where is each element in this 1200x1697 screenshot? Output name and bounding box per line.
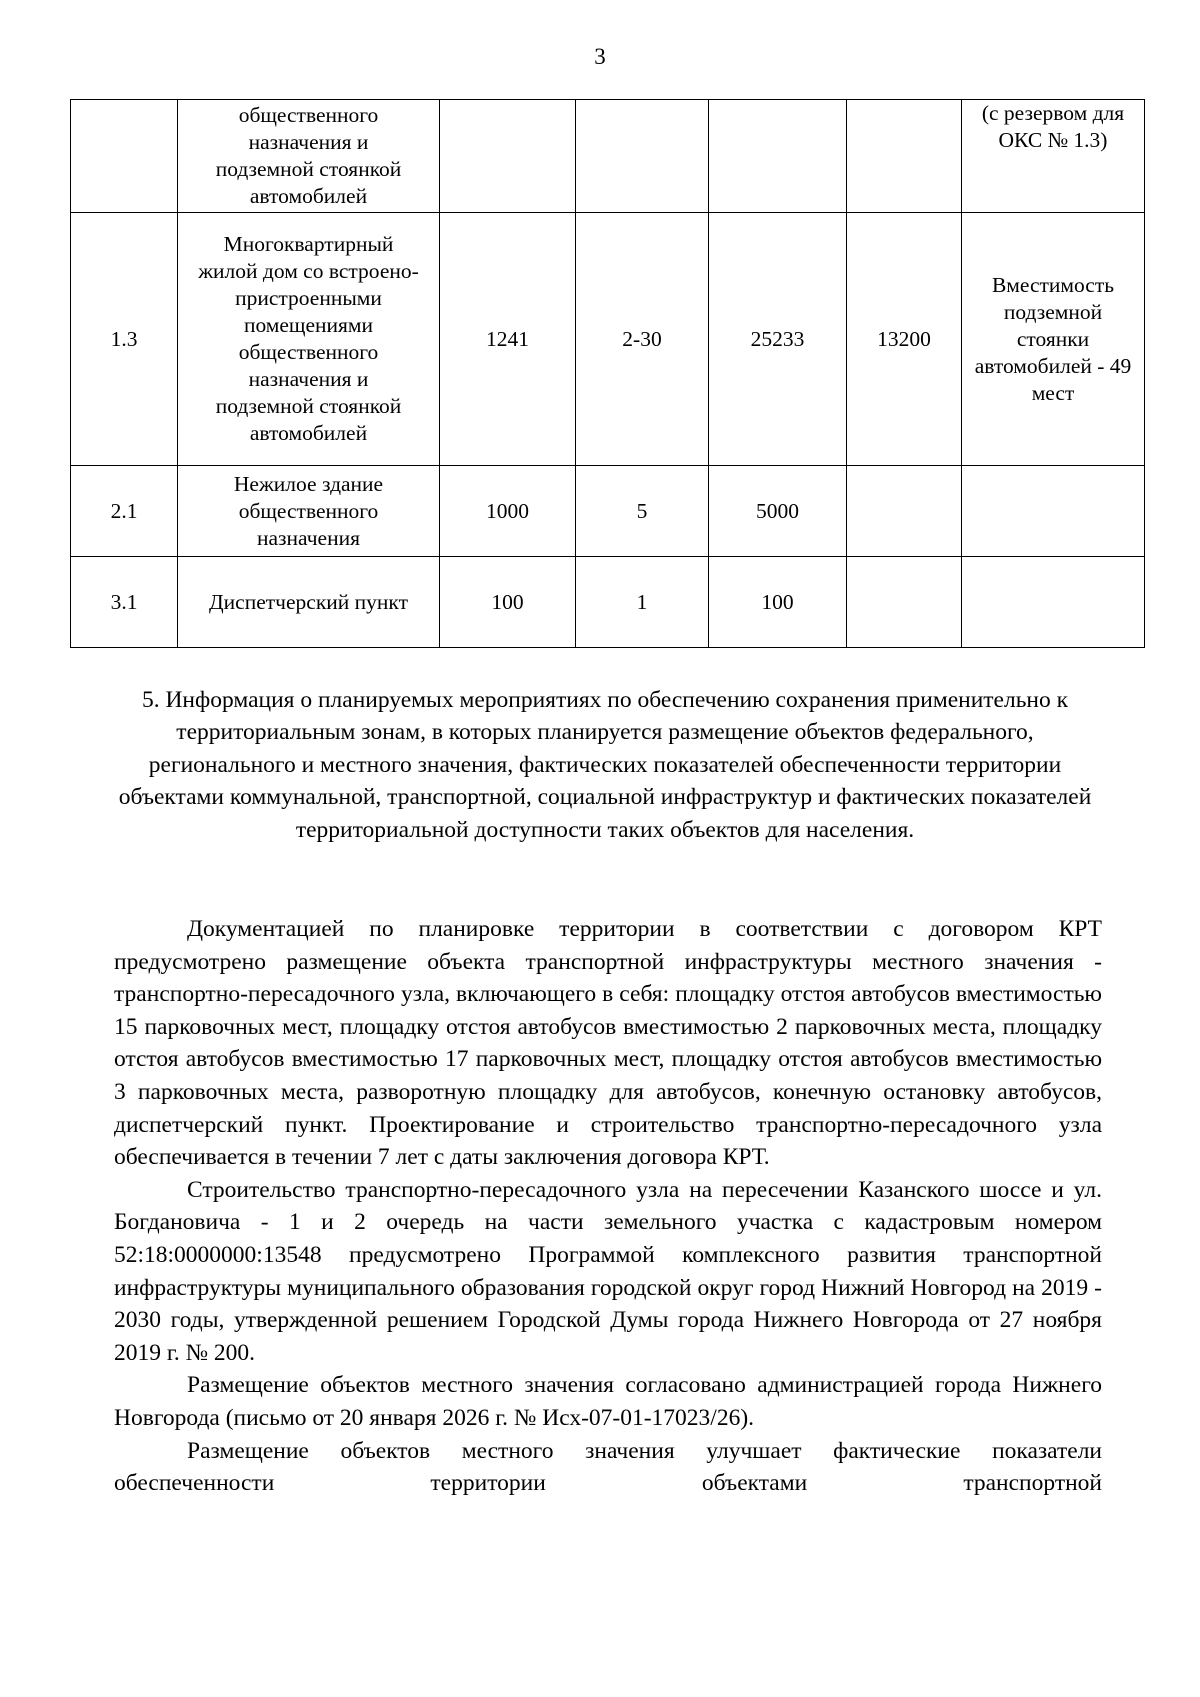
value-cell: 1241	[440, 213, 576, 466]
floors-cell	[576, 100, 709, 213]
note-cell: (с резервом для ОКС № 1.3)	[962, 100, 1145, 213]
table-row	[71, 213, 1145, 466]
object-name-cell: общественного назначения и подземной стоянкой автомобилей	[178, 100, 440, 213]
paragraph: Строительство транспортно-пересадочного узла на пересечении Казанского шоссе и ул. Богдановича - 1 и 2 очередь на части земельного участка с кадастровым номером 52:18:0000000:13548 предусмотрено Программой комплексного развития транспортной инфраструктуры муниципального образования городской округ город Нижний Новгород на 2019 - 2030 годы, утвержденной решением Городской Думы города Нижнего Новгорода от 27 ноября 2019 г. № 200.	[114, 1176, 1102, 1366]
note-cell	[962, 466, 1145, 557]
row-number-cell	[71, 100, 178, 213]
area-cell: 5000	[709, 466, 847, 557]
value-cell	[847, 557, 962, 648]
row-number-cell: 2.1	[71, 466, 178, 557]
value-cell	[847, 100, 962, 213]
note-cell: Вместимость подземной стоянки автомобилей - 49 мест	[962, 213, 1145, 466]
object-name-cell: Многоквартирный жилой дом со встроено-пристроенными помещениями общественного назначения и подземной стоянкой автомобилей	[178, 213, 440, 466]
value-cell: 1000	[440, 466, 576, 557]
note-cell	[962, 557, 1145, 648]
object-name-cell: Нежилое здание общественного назначения	[178, 466, 440, 557]
floors-cell: 2-30	[576, 213, 709, 466]
section-heading: 5. Информация о планируемых мероприятиях по обеспечению сохранения применительно к территориальным зонам, в которых планируется размещение объектов федерального, регионального и местного значения, фактических показателей обеспеченности территории объектами коммунальной, транспортной, социальной инфраструктур и фактических показателей территориальной доступности таких объектов для населения.	[118, 687, 1092, 843]
value-cell: 13200	[847, 213, 962, 466]
paragraph: Размещение объектов местного значения улучшает фактические показатели обеспеченности территории объектами транспортной	[114, 1437, 1102, 1497]
value-cell	[847, 466, 962, 557]
body-text	[114, 913, 1102, 1500]
floors-cell: 1	[576, 557, 709, 648]
value-cell	[440, 100, 576, 213]
row-number-cell: 1.3	[71, 213, 178, 466]
row-number-cell: 3.1	[71, 557, 178, 648]
object-name-cell: Диспетчерский пункт	[178, 557, 440, 648]
area-cell: 25233	[709, 213, 847, 466]
floors-cell: 5	[576, 466, 709, 557]
paragraph: Документацией по планировке территории в соответствии с договором КРТ предусмотрено размещение объекта транспортной инфраструктуры местного значения - транспортно-пересадочного узла, включающего в себя: площадку отстоя автобусов вместимостью 15 парковочных мест, площадку отстоя автобусов вместимостью 2 парковочных места, площадку отстоя автобусов вместимостью 17 парковочных мест, площадку отстоя автобусов вместимостью 3 парковочных места, разворотную площадку для автобусов, конечную остановку автобусов, диспетчерский пункт. Проектирование и строительство транспортно-пересадочного узла обеспечивается в течении 7 лет с даты заключения договора КРТ.	[114, 916, 1102, 1171]
page-number: 3	[594, 44, 606, 69]
table-row	[71, 100, 1145, 213]
objects-table	[70, 99, 1145, 648]
value-cell: 100	[440, 557, 576, 648]
table-row	[71, 557, 1145, 648]
table-row	[71, 466, 1145, 557]
area-cell	[709, 100, 847, 213]
paragraph: Размещение объектов местного значения согласовано администрацией города Нижнего Новгорода (письмо от 20 января 2026 г. № Исх-07-01-17023/26).	[114, 1372, 1102, 1431]
area-cell: 100	[709, 557, 847, 648]
